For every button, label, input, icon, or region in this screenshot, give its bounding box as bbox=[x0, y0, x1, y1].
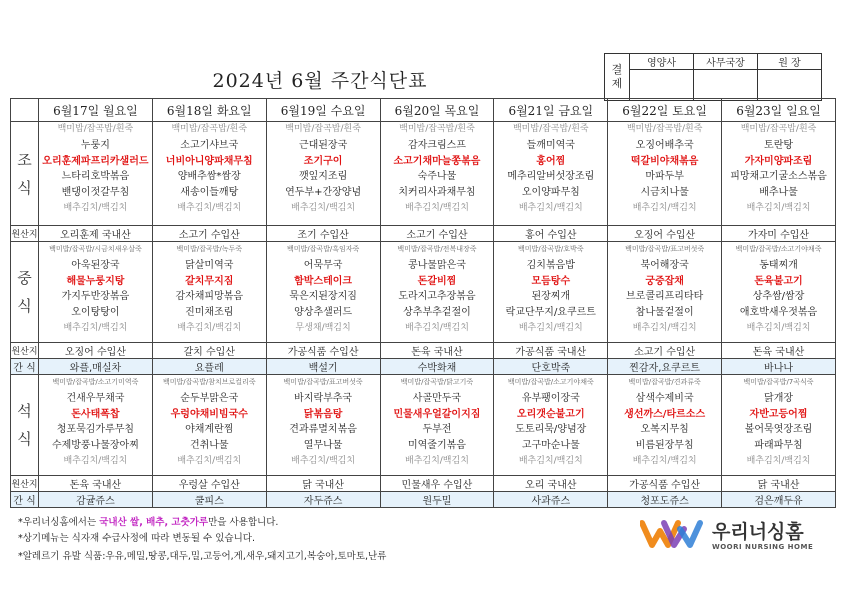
day-header: 6월20일 목요일 bbox=[380, 99, 494, 122]
menu-item: 된장찌개 bbox=[531, 291, 571, 303]
menu-item: 닭살미역국 bbox=[185, 259, 234, 271]
menu-item: 상추부추겉절이 bbox=[403, 307, 471, 319]
menu-item: 배추김치/백김치 bbox=[405, 202, 469, 213]
menu-item: 갈치무지짐 bbox=[185, 275, 234, 287]
dinner-cell bbox=[266, 375, 380, 476]
menu-item: 묵은지된장지짐 bbox=[289, 291, 357, 303]
corner-cell bbox=[11, 99, 39, 122]
note-allergy: *알레르기 유발 식품:우유,메밀,땅콩,대두,밀,고등어,게,새우,돼지고기,복숭아,토마토,난류 bbox=[18, 551, 387, 562]
menu-item: 치커리사과채무침 bbox=[398, 187, 476, 199]
dinner-cell bbox=[39, 375, 153, 476]
dinner-origin-row-cell: 민물새우 수입산 bbox=[380, 476, 494, 492]
menu-item: 청포묵김가루무침 bbox=[56, 424, 135, 436]
menu-item: 백미밥/잡곡밥/흰죽 bbox=[740, 124, 817, 134]
breakfast-cell bbox=[380, 122, 494, 226]
menu-item: 백미밥/잡곡밥/소고기야채죽 bbox=[735, 245, 822, 253]
menu-item: 깻잎지조림 bbox=[298, 171, 348, 183]
menu-item: 우렁야채비빔국수 bbox=[170, 408, 248, 420]
breakfast-cell bbox=[494, 122, 608, 226]
snack1-row-label: 간 식 bbox=[11, 359, 39, 375]
breakfast-origin-row-cell: 가자미 수입산 bbox=[722, 226, 836, 242]
breakfast-origin-row-cell: 홍어 수입산 bbox=[494, 226, 608, 242]
menu-item: 바지락부추국 bbox=[294, 392, 353, 404]
approval-manager: 사무국장 bbox=[694, 54, 758, 70]
lunch-cell bbox=[494, 242, 608, 343]
approval-box bbox=[604, 53, 822, 101]
menu-item: 오이탕탕이 bbox=[71, 307, 120, 319]
snack2-row-label: 간 식 bbox=[11, 492, 39, 508]
menu-item: 배추김치/백김치 bbox=[632, 202, 697, 213]
menu-item: 누룽지 bbox=[80, 139, 110, 151]
meal-label-text: 중 식 bbox=[17, 269, 32, 315]
dinner-cell bbox=[152, 375, 266, 476]
breakfast-origin-row-cell: 오징어 수입산 bbox=[608, 226, 722, 242]
menu-item: 배추나물 bbox=[759, 187, 798, 199]
menu-item: 야채계란찜 bbox=[185, 424, 234, 436]
menu-item: 가자미양파조림 bbox=[744, 155, 813, 167]
breakfast-origin-row-cell: 소고기 수입산 bbox=[380, 226, 494, 242]
signature-cell bbox=[694, 70, 758, 101]
menu-item: 브로콜리프리타타 bbox=[626, 291, 704, 303]
lunch-row bbox=[11, 242, 836, 343]
lunch-origin-row-cell: 돈육 국내산 bbox=[722, 343, 836, 359]
breakfast-cell bbox=[266, 122, 380, 226]
lunch-origin-row-cell: 가공식품 국내산 bbox=[494, 343, 608, 359]
menu-item: 도토리묵/양념장 bbox=[515, 424, 587, 436]
menu-item: 소고기채마늘쫑볶음 bbox=[393, 155, 481, 167]
menu-item: 피망채고기굴소스볶음 bbox=[730, 171, 827, 183]
menu-item: 콩나물맑은국 bbox=[407, 259, 466, 271]
snack2-row-cell: 쿨피스 bbox=[152, 492, 266, 508]
snack1-row-cell: 바나나 bbox=[722, 359, 836, 375]
lunch-origin-row-cell: 돈육 국내산 bbox=[380, 343, 494, 359]
dinner-origin-row-cell: 닭 국내산 bbox=[722, 476, 836, 492]
menu-item: 오리훈제파프리카샐러드 bbox=[42, 155, 149, 167]
menu-item: 메추리알버섯장조림 bbox=[507, 171, 595, 183]
menu-item: 모듬탕수 bbox=[531, 275, 571, 287]
menu-item: 조기구이 bbox=[303, 155, 343, 167]
menu-item: 민물새우얼갈이지짐 bbox=[393, 408, 481, 420]
menu-item: 가지두반장볶음 bbox=[61, 291, 130, 303]
menu-item: 락교단무지/요쿠르트 bbox=[505, 307, 596, 319]
note-text: *우리너싱홈에서는 bbox=[18, 517, 100, 528]
snack2-row-cell: 자두쥬스 bbox=[266, 492, 380, 508]
page-title: 2024년 6월 주간식단표 bbox=[212, 70, 428, 92]
day-header: 6월19일 수요일 bbox=[266, 99, 380, 122]
menu-item: 밴댕이젓갈무침 bbox=[61, 187, 130, 199]
dinner-origin-row bbox=[11, 476, 836, 492]
breakfast-cell bbox=[608, 122, 722, 226]
menu-item: 감자채피망볶음 bbox=[175, 291, 244, 303]
logo-subtitle: WOORI NURSING HOME bbox=[712, 543, 814, 551]
dinner-cell bbox=[380, 375, 494, 476]
menu-item: 오징어배추국 bbox=[635, 139, 694, 151]
menu-item: 배추김치/백김치 bbox=[405, 455, 469, 466]
menu-item: 배추김치/백김치 bbox=[177, 322, 242, 333]
menu-item: 어묵무국 bbox=[303, 259, 343, 271]
menu-item: 두부전 bbox=[422, 424, 452, 436]
menu-item: 배추김치/백김치 bbox=[746, 322, 811, 333]
day-header: 6월21일 금요일 bbox=[494, 99, 608, 122]
lunch-cell bbox=[39, 242, 153, 343]
dinner-origin-row-label: 원산지 bbox=[11, 476, 39, 492]
menu-item: 진미채조림 bbox=[185, 307, 234, 319]
menu-item: 백미밥/잡곡밥/소고기미역죽 bbox=[52, 378, 139, 386]
dinner-cell bbox=[608, 375, 722, 476]
menu-item: 열무나물 bbox=[303, 440, 343, 452]
menu-item: 떡갈비야채볶음 bbox=[630, 155, 699, 167]
day-header: 6월17일 월요일 bbox=[39, 99, 153, 122]
menu-item: 너비아니양파채무침 bbox=[165, 155, 253, 167]
lunch-cell bbox=[722, 242, 836, 343]
menu-item: 볼어묵엿장조림 bbox=[744, 424, 813, 436]
snack1-row-cell: 찐감자,요쿠르트 bbox=[608, 359, 722, 375]
menu-item: 백미밥/잡곡밥/7곡식죽 bbox=[743, 378, 814, 386]
menu-item: 백미밥/잡곡밥/참치브로컬리죽 bbox=[162, 378, 256, 386]
meal-label-text: 석 식 bbox=[17, 402, 32, 448]
breakfast-cell bbox=[152, 122, 266, 226]
menu-item: 도라지고추장볶음 bbox=[398, 291, 476, 303]
lunch-origin-row-cell: 갈치 수입산 bbox=[152, 343, 266, 359]
signature-cell bbox=[630, 70, 694, 101]
lunch-origin-row-cell: 소고기 수입산 bbox=[608, 343, 722, 359]
lunch-label bbox=[11, 242, 39, 343]
menu-item: 백미밥/잡곡밥/전복내장죽 bbox=[397, 245, 477, 253]
day-header-row bbox=[11, 99, 836, 122]
menu-item: 배추김치/백김치 bbox=[291, 202, 356, 213]
weekly-menu-table bbox=[10, 98, 836, 508]
menu-item: 수제방풍나물장아찌 bbox=[51, 440, 139, 452]
snack2-row-cell: 감귤쥬스 bbox=[39, 492, 153, 508]
breakfast-origin-row-label: 원산지 bbox=[11, 226, 39, 242]
menu-item: 백미밥/잡곡밥/흰죽 bbox=[171, 124, 248, 134]
day-header: 6월18일 화요일 bbox=[152, 99, 266, 122]
menu-item: 배추김치/백김치 bbox=[746, 202, 811, 213]
menu-item: 백미밥/잡곡밥/흰죽 bbox=[399, 124, 475, 134]
menu-item: 새송이들깨탕 bbox=[180, 187, 239, 199]
menu-item: 닭볶음탕 bbox=[303, 408, 343, 420]
menu-item: 백미밥/잡곡밥/소고기야채죽 bbox=[507, 378, 594, 386]
menu-item: 배추김치/백김치 bbox=[63, 455, 128, 466]
menu-item: 배추김치/백김치 bbox=[746, 455, 811, 466]
menu-item: 마파두부 bbox=[645, 171, 684, 183]
snack2-row-cell: 원두밀 bbox=[380, 492, 494, 508]
menu-item: 파래파무침 bbox=[754, 440, 803, 452]
menu-item: 자반고등어찜 bbox=[749, 408, 808, 420]
lunch-origin-row-cell: 가공식품 수입산 bbox=[266, 343, 380, 359]
menu-item: 배추김치/백김치 bbox=[518, 455, 583, 466]
dinner-origin-row-cell: 우렁살 수입산 bbox=[152, 476, 266, 492]
menu-item: 오복지무침 bbox=[640, 424, 689, 436]
menu-item: 돈육불고기 bbox=[754, 275, 803, 287]
dinner-origin-row-cell: 닭 국내산 bbox=[266, 476, 380, 492]
menu-item: 애호박새우젓볶음 bbox=[739, 307, 818, 319]
menu-item: 배추김치/백김치 bbox=[632, 455, 697, 466]
menu-item: 미역줄기볶음 bbox=[407, 440, 466, 452]
signature-cell bbox=[758, 70, 822, 101]
menu-item: 배추김치/백김치 bbox=[405, 322, 469, 333]
menu-item: 동태찌개 bbox=[759, 259, 798, 271]
snack1-row-cell: 수박화채 bbox=[380, 359, 494, 375]
dinner-cell bbox=[722, 375, 836, 476]
dinner-origin-row-cell: 돈육 국내산 bbox=[39, 476, 153, 492]
menu-item: 배추김치/백김치 bbox=[63, 322, 128, 333]
logo-name: 우리너싱홈 bbox=[712, 521, 804, 543]
menu-item: 배추김치/백김치 bbox=[518, 322, 583, 333]
menu-item: 시금치나물 bbox=[640, 187, 689, 199]
dinner-cell bbox=[494, 375, 608, 476]
day-header: 6월22일 토요일 bbox=[608, 99, 722, 122]
day-header: 6월23일 일요일 bbox=[722, 99, 836, 122]
dinner-row bbox=[11, 375, 836, 476]
approval-nutritionist: 영양사 bbox=[630, 54, 694, 70]
dinner-origin-row-cell: 가공식품 수입산 bbox=[608, 476, 722, 492]
menu-item: 근대된장국 bbox=[298, 139, 348, 151]
menu-item: 돈사태폭찹 bbox=[71, 408, 120, 420]
snack1-row bbox=[11, 359, 836, 375]
breakfast-origin-row bbox=[11, 226, 836, 242]
snack1-row-cell: 백설기 bbox=[266, 359, 380, 375]
menu-item: 유부팽이장국 bbox=[521, 392, 580, 404]
menu-item: 양배추쌈*쌈장 bbox=[177, 171, 241, 183]
menu-item: 백미밥/잡곡밥/견과류죽 bbox=[628, 378, 701, 386]
menu-item: 건새우무채국 bbox=[66, 392, 125, 404]
menu-item: 해물누룽지탕 bbox=[66, 275, 125, 287]
menu-item: 백미밥/잡곡밥/표고버섯죽 bbox=[625, 245, 705, 253]
menu-item: 돈갈비찜 bbox=[417, 275, 457, 287]
menu-item: 닭개장 bbox=[764, 392, 794, 404]
lunch-cell bbox=[380, 242, 494, 343]
menu-item: 궁중잡채 bbox=[645, 275, 684, 287]
breakfast-origin-row-cell: 오리훈제 국내산 bbox=[39, 226, 153, 242]
menu-item: 생선까스/타르소스 bbox=[624, 408, 706, 420]
menu-item: 함박스테이크 bbox=[294, 275, 353, 287]
menu-item: 오리갯순불고기 bbox=[516, 408, 585, 420]
menu-item: 순두부맑은국 bbox=[180, 392, 239, 404]
menu-item: 백미밥/잡곡밥/닭고기죽 bbox=[400, 378, 474, 386]
snack2-row bbox=[11, 492, 836, 508]
menu-item: 백미밥/잡곡밥/흰죽 bbox=[285, 124, 361, 134]
menu-item: 견과류멸치볶음 bbox=[289, 424, 357, 436]
breakfast-row bbox=[11, 122, 836, 226]
menu-item: 백미밥/잡곡밥/시금치새우살죽 bbox=[49, 245, 142, 253]
menu-item: 배추김치/백김치 bbox=[518, 202, 583, 213]
approval-label: 결 제 bbox=[605, 54, 630, 101]
menu-item: 숙주나물 bbox=[417, 171, 457, 183]
breakfast-origin-row-cell: 조기 수입산 bbox=[266, 226, 380, 242]
menu-item: 북어해장국 bbox=[640, 259, 689, 271]
snack1-row-cell: 와플,매실차 bbox=[39, 359, 153, 375]
dinner-label bbox=[11, 375, 39, 476]
menu-item: 김치볶음밥 bbox=[526, 259, 575, 271]
note-highlight: 국내산 쌀, 배추, 고춧가루 bbox=[99, 517, 209, 528]
menu-item: 들깨미역국 bbox=[526, 139, 575, 151]
menu-item: 고구마순나물 bbox=[521, 440, 580, 452]
menu-item: 백미밥/잡곡밥/흑임자죽 bbox=[286, 245, 360, 253]
menu-item: 토란탕 bbox=[764, 139, 794, 151]
breakfast-cell bbox=[722, 122, 836, 226]
note-change: *상기메뉴는 식자재 수급사정에 따라 변동될 수 있습니다. bbox=[18, 533, 255, 544]
breakfast-origin-row-cell: 소고기 수입산 bbox=[152, 226, 266, 242]
lunch-cell bbox=[608, 242, 722, 343]
menu-item: 양상추샐러드 bbox=[294, 307, 353, 319]
menu-item: 배추김치/백김치 bbox=[177, 455, 242, 466]
lunch-origin-row-label: 원산지 bbox=[11, 343, 39, 359]
menu-item: 아욱된장국 bbox=[71, 259, 120, 271]
menu-item: 비름된장무침 bbox=[635, 440, 694, 452]
menu-item: 건취나물 bbox=[189, 440, 229, 452]
menu-item: 연두부+간장양념 bbox=[285, 187, 362, 199]
menu-item: 배추김치/백김치 bbox=[632, 322, 697, 333]
snack1-row-cell: 요플레 bbox=[152, 359, 266, 375]
menu-item: 백미밥/잡곡밥/흰죽 bbox=[57, 124, 134, 134]
menu-item: 상추쌈/쌈장 bbox=[752, 291, 805, 303]
dinner-origin-row-cell: 오리 국내산 bbox=[494, 476, 608, 492]
menu-item: 배추김치/백김치 bbox=[291, 455, 356, 466]
menu-item: 배추김치/백김치 bbox=[177, 202, 242, 213]
menu-item: 백미밥/잡곡밥/흰죽 bbox=[626, 124, 703, 134]
lunch-origin-row bbox=[11, 343, 836, 359]
menu-item: 백미밥/잡곡밥/흰죽 bbox=[512, 124, 589, 134]
breakfast-label bbox=[11, 122, 39, 226]
menu-item: 삼색수제비국 bbox=[635, 392, 694, 404]
menu-item: 백미밥/잡곡밥/호박죽 bbox=[518, 245, 584, 253]
menu-item: 오이양파무침 bbox=[521, 187, 580, 199]
lunch-origin-row-cell: 오징어 수입산 bbox=[39, 343, 153, 359]
menu-item: 사골만두국 bbox=[412, 392, 462, 404]
snack2-row-cell: 사과쥬스 bbox=[494, 492, 608, 508]
menu-item: 무생채/백김치 bbox=[295, 322, 351, 333]
menu-item: 참나물겉절이 bbox=[635, 307, 694, 319]
menu-item: 소고기샤브국 bbox=[180, 139, 239, 151]
logo-mark-icon bbox=[640, 519, 704, 549]
lunch-cell bbox=[152, 242, 266, 343]
menu-item: 감자크림스프 bbox=[407, 139, 466, 151]
snack1-row-cell: 단호박죽 bbox=[494, 359, 608, 375]
approval-director: 원 장 bbox=[758, 54, 822, 70]
snack2-row-cell: 검은깨두유 bbox=[722, 492, 836, 508]
menu-item: 배추김치/백김치 bbox=[63, 202, 128, 213]
lunch-cell bbox=[266, 242, 380, 343]
menu-item: 느타리호박볶음 bbox=[61, 171, 130, 183]
note-domestic bbox=[18, 514, 278, 528]
snack2-row-cell: 청포도쥬스 bbox=[608, 492, 722, 508]
menu-item: 홍어찜 bbox=[536, 155, 566, 167]
logo bbox=[640, 517, 840, 557]
note-text: 만을 사용합니다. bbox=[208, 517, 279, 528]
menu-item: 백미밥/잡곡밥/녹두죽 bbox=[176, 245, 243, 253]
menu-item: 백미밥/잡곡밥/표고버섯죽 bbox=[283, 378, 363, 386]
meal-label-text: 조 식 bbox=[17, 150, 32, 197]
breakfast-cell bbox=[39, 122, 153, 226]
